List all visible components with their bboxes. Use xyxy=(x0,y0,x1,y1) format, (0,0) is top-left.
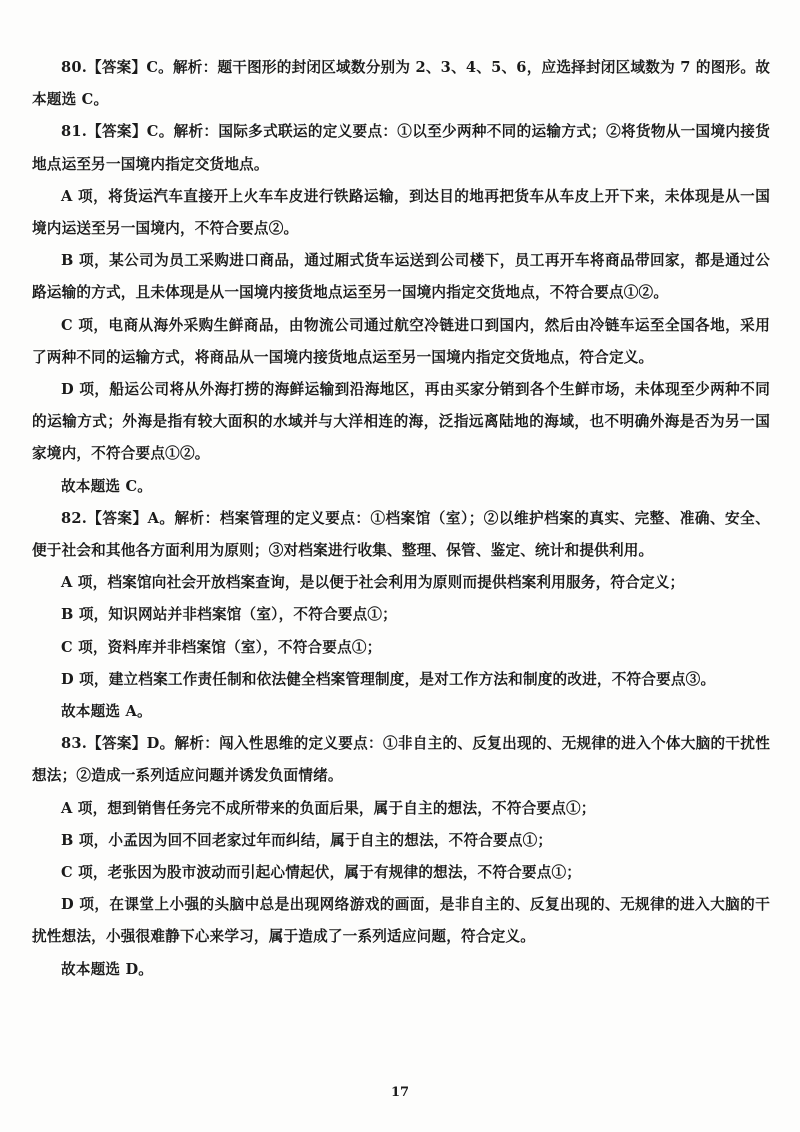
paragraph-q83-option-d: D 项，在课堂上小强的头脑中总是出现网络游戏的画面，是非自主的、反复出现的、无规律的进入大脑的干扰性想法，小强很难静下心来学习，属于造成了一系列适应问题，符合定义。 xyxy=(32,896,770,946)
paragraph-q82-option-a: A 项，档案馆向社会开放档案查询，是以便于社会利用为原则而提供档案利用服务，符合定义； xyxy=(61,574,685,592)
paragraph-q83-option-c: C 项，老张因为股市波动而引起心情起伏，属于有规律的想法，不符合要点①； xyxy=(61,864,582,882)
paragraph-q82-option-b: B 项，知识网站并非档案馆（室），不符合要点①； xyxy=(61,606,397,624)
page-number: 17 xyxy=(390,1085,410,1100)
paragraph-q83-option-b: B 项，小孟因为回不回老家过年而纠结，属于自主的想法，不符合要点①； xyxy=(61,831,553,849)
paragraph-q80: 80.【答案】C。解析：题干图形的封闭区域数分别为 2、3、4、5、6，应选择封闭区域数为 7 的图形。故本题选 C。 xyxy=(32,59,770,109)
paragraph-q82: 82.【答案】A。解析：档案管理的定义要点：①档案馆（室）；②以维护档案的真实、完整、准确、安全、便于社会和其他各方面利用为原则；③对档案进行收集、整理、保管、鉴定、统计和提供利用。 xyxy=(32,509,770,560)
paragraph-q81-conclusion: 故本题选 C。 xyxy=(61,477,153,495)
paragraph-q83: 83.【答案】D。解析：闯入性思维的定义要点：①非自主的、反复出现的、无规律的进入个体大脑的干扰性想法；②造成一系列适应问题并诱发负面情绪。 xyxy=(32,735,770,785)
paragraph-q81-option-b: B 项，某公司为员工采购进口商品，通过厢式货车运送到公司楼下，员工再开车将商品带回家，都是通过公路运输的方式，且未体现是从一国境内接货地点运至另一国境内指定交货地点，不符合要点①②。 xyxy=(32,252,770,302)
paragraph-q82-conclusion: 故本题选 A。 xyxy=(61,703,152,721)
paragraph-q81-option-d: D 项，船运公司将从外海打捞的海鲜运输到沿海地区，再由买家分销到各个生鲜市场，未体现至少两种不同的运输方式；外海是指有较大面积的水域并与大洋相连的海，泛指远离陆地的海域，也不明确外海是否为另一国家境内，不符合要点①②。 xyxy=(32,381,770,463)
answer-explanations xyxy=(32,52,770,986)
paragraph-q81: 81.【答案】C。解析：国际多式联运的定义要点：①以至少两种不同的运输方式；②将货物从一国境内接货地点运至另一国境内指定交货地点。 xyxy=(32,123,770,173)
paragraph-q83-option-a: A 项，想到销售任务完不成所带来的负面后果，属于自主的想法，不符合要点①； xyxy=(61,799,596,817)
paragraph-q82-option-c: C 项，资料库并非档案馆（室），不符合要点①； xyxy=(61,638,382,656)
paragraph-q82-option-d: D 项，建立档案工作责任制和依法健全档案管理制度，是对工作方法和制度的改进，不符合要点③。 xyxy=(61,670,716,688)
paragraph-q81-option-c: C 项，电商从海外采购生鲜商品，由物流公司通过航空冷链进口到国内，然后由冷链车运至全国各地，采用了两种不同的运输方式，将商品从一国境内接货地点运至另一国境内指定交货地点，符合定义。 xyxy=(32,316,770,366)
paragraph-q81-option-a: A 项，将货运汽车直接开上火车车皮进行铁路运输，到达目的地再把货车从车皮上开下来，未体现是从一国境内运送至另一国境内，不符合要点②。 xyxy=(32,187,770,238)
paragraph-q83-conclusion: 故本题选 D。 xyxy=(61,960,154,978)
